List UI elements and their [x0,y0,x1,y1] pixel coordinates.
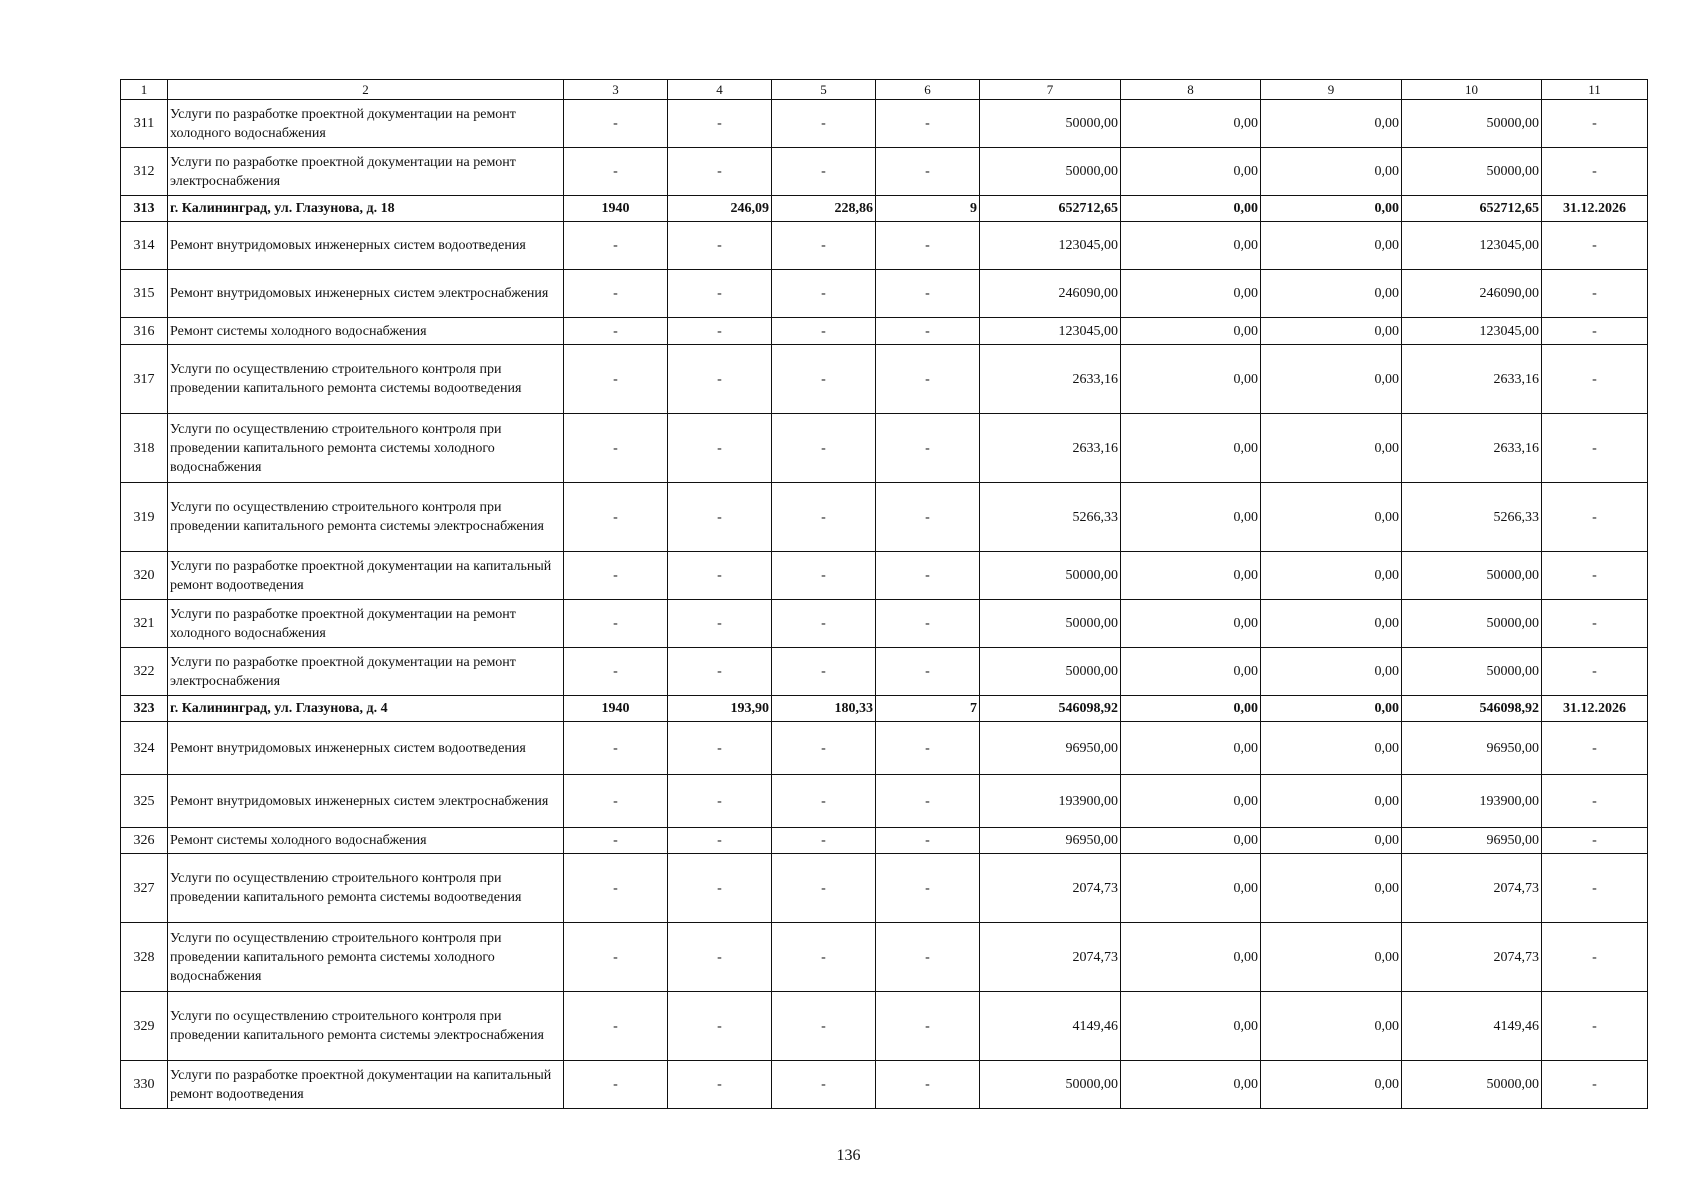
cell-col9: 0,00 [1261,345,1402,414]
table-row [121,854,1648,923]
work-name: Услуги по осуществлению строительного контроля при проведении капитального ремонта системы электроснабжения [168,992,564,1061]
cell-total-cost: 50000,00 [980,100,1121,148]
cell-living-area: - [772,648,876,696]
row-number: 312 [121,148,168,196]
cell-residents: - [876,270,980,318]
cell-col8: 0,00 [1121,722,1261,775]
cell-year: - [564,483,668,552]
work-name: Услуги по осуществлению строительного контроля при проведении капитального ремонта системы электроснабжения [168,483,564,552]
cell-total-area: 193,90 [668,696,772,722]
cell-total-cost: 652712,65 [980,196,1121,222]
cell-col9: 0,00 [1261,270,1402,318]
cell-deadline: - [1542,828,1648,854]
cell-living-area: - [772,100,876,148]
cell-residents: 9 [876,196,980,222]
cell-total-cost: 50000,00 [980,552,1121,600]
cell-living-area: - [772,1061,876,1109]
cell-year: - [564,828,668,854]
cell-col8: 0,00 [1121,992,1261,1061]
cell-year: - [564,414,668,483]
cell-total-cost: 246090,00 [980,270,1121,318]
cell-total-area: - [668,923,772,992]
cell-col8: 0,00 [1121,1061,1261,1109]
header-cell: 1 [121,80,168,100]
cell-col10: 246090,00 [1402,270,1542,318]
cell-residents: - [876,318,980,345]
cell-year: 1940 [564,196,668,222]
cell-living-area: - [772,828,876,854]
cell-col10: 2074,73 [1402,854,1542,923]
cell-col8: 0,00 [1121,483,1261,552]
row-number: 316 [121,318,168,345]
work-name: Ремонт внутридомовых инженерных систем водоотведения [168,222,564,270]
work-name: Услуги по разработке проектной документации на ремонт электроснабжения [168,148,564,196]
cell-year: - [564,923,668,992]
cell-residents: - [876,600,980,648]
cell-living-area: - [772,148,876,196]
cell-col9: 0,00 [1261,222,1402,270]
house-address: г. Калининград, ул. Глазунова, д. 4 [168,696,564,722]
cell-col10: 50000,00 [1402,148,1542,196]
cell-residents: - [876,923,980,992]
row-number: 311 [121,100,168,148]
work-name: Услуги по осуществлению строительного контроля при проведении капитального ремонта системы водоотведения [168,854,564,923]
cell-year: - [564,345,668,414]
table-row [121,552,1648,600]
cell-col9: 0,00 [1261,1061,1402,1109]
cell-total-area: 246,09 [668,196,772,222]
cell-col8: 0,00 [1121,414,1261,483]
row-number: 313 [121,196,168,222]
cell-total-area: - [668,222,772,270]
cell-deadline: - [1542,345,1648,414]
cell-col8: 0,00 [1121,552,1261,600]
cell-col10: 96950,00 [1402,722,1542,775]
cell-col10: 2074,73 [1402,923,1542,992]
cell-year: - [564,100,668,148]
cell-total-cost: 50000,00 [980,1061,1121,1109]
cell-year: - [564,270,668,318]
page-number: 136 [836,1147,861,1164]
cell-total-cost: 4149,46 [980,992,1121,1061]
table-row [121,345,1648,414]
table-row [121,222,1648,270]
works-table [120,79,1648,1109]
row-number: 318 [121,414,168,483]
address-row [121,696,1648,722]
cell-year: - [564,722,668,775]
header-cell: 4 [668,80,772,100]
header-cell: 10 [1402,80,1542,100]
cell-col10: 123045,00 [1402,222,1542,270]
cell-total-cost: 96950,00 [980,828,1121,854]
cell-year: - [564,552,668,600]
cell-total-cost: 5266,33 [980,483,1121,552]
cell-col9: 0,00 [1261,722,1402,775]
cell-deadline: - [1542,270,1648,318]
row-number: 322 [121,648,168,696]
cell-total-area: - [668,854,772,923]
cell-residents: - [876,148,980,196]
cell-deadline: 31.12.2026 [1542,696,1648,722]
table-row [121,828,1648,854]
cell-col9: 0,00 [1261,600,1402,648]
cell-total-cost: 123045,00 [980,318,1121,345]
cell-total-area: - [668,483,772,552]
work-name: Услуги по разработке проектной документации на капитальный ремонт водоотведения [168,1061,564,1109]
cell-col9: 0,00 [1261,552,1402,600]
cell-residents: - [876,414,980,483]
row-number: 324 [121,722,168,775]
cell-living-area: - [772,414,876,483]
cell-col10: 50000,00 [1402,100,1542,148]
cell-col9: 0,00 [1261,992,1402,1061]
cell-residents: 7 [876,696,980,722]
cell-deadline: - [1542,318,1648,345]
cell-total-cost: 2633,16 [980,345,1121,414]
work-name: Ремонт внутридомовых инженерных систем водоотведения [168,722,564,775]
cell-year: - [564,648,668,696]
row-number: 315 [121,270,168,318]
table-row [121,148,1648,196]
cell-total-cost: 96950,00 [980,722,1121,775]
cell-total-cost: 2074,73 [980,923,1121,992]
cell-deadline: - [1542,992,1648,1061]
cell-living-area: 180,33 [772,696,876,722]
cell-total-area: - [668,722,772,775]
row-number: 320 [121,552,168,600]
cell-residents: - [876,828,980,854]
cell-living-area: 228,86 [772,196,876,222]
cell-residents: - [876,222,980,270]
cell-total-area: - [668,270,772,318]
cell-col8: 0,00 [1121,648,1261,696]
cell-deadline: - [1542,648,1648,696]
cell-total-area: - [668,1061,772,1109]
cell-year: - [564,148,668,196]
table-row [121,992,1648,1061]
cell-total-area: - [668,775,772,828]
cell-col8: 0,00 [1121,148,1261,196]
cell-col10: 546098,92 [1402,696,1542,722]
work-name: Ремонт внутридомовых инженерных систем электроснабжения [168,775,564,828]
cell-total-cost: 50000,00 [980,600,1121,648]
header-cell: 9 [1261,80,1402,100]
cell-col10: 50000,00 [1402,1061,1542,1109]
row-number: 323 [121,696,168,722]
work-name: Услуги по разработке проектной документации на ремонт холодного водоснабжения [168,100,564,148]
cell-living-area: - [772,992,876,1061]
cell-total-area: - [668,600,772,648]
work-name: Услуги по осуществлению строительного контроля при проведении капитального ремонта системы водоотведения [168,345,564,414]
cell-residents: - [876,722,980,775]
row-number: 326 [121,828,168,854]
cell-year: - [564,600,668,648]
table-row [121,483,1648,552]
cell-col10: 50000,00 [1402,648,1542,696]
cell-deadline: - [1542,1061,1648,1109]
cell-total-area: - [668,414,772,483]
cell-total-cost: 50000,00 [980,648,1121,696]
cell-residents: - [876,483,980,552]
cell-deadline: - [1542,775,1648,828]
cell-residents: - [876,100,980,148]
work-name: Услуги по осуществлению строительного контроля при проведении капитального ремонта системы холодного водоснабжения [168,414,564,483]
cell-col9: 0,00 [1261,854,1402,923]
work-name: Ремонт системы холодного водоснабжения [168,318,564,345]
row-number: 328 [121,923,168,992]
cell-total-area: - [668,318,772,345]
cell-col9: 0,00 [1261,696,1402,722]
work-name: Услуги по разработке проектной документации на ремонт холодного водоснабжения [168,600,564,648]
cell-col8: 0,00 [1121,100,1261,148]
header-cell: 7 [980,80,1121,100]
table-row [121,270,1648,318]
row-number: 321 [121,600,168,648]
work-name: Услуги по осуществлению строительного контроля при проведении капитального ремонта системы холодного водоснабжения [168,923,564,992]
cell-col10: 4149,46 [1402,992,1542,1061]
cell-deadline: - [1542,483,1648,552]
cell-total-cost: 2074,73 [980,854,1121,923]
cell-col10: 50000,00 [1402,552,1542,600]
cell-year: - [564,222,668,270]
cell-year: - [564,854,668,923]
cell-col8: 0,00 [1121,222,1261,270]
header-cell: 5 [772,80,876,100]
cell-total-area: - [668,648,772,696]
cell-year: - [564,775,668,828]
cell-year: - [564,318,668,345]
cell-living-area: - [772,552,876,600]
cell-living-area: - [772,854,876,923]
cell-deadline: - [1542,600,1648,648]
header-cell: 2 [168,80,564,100]
cell-col9: 0,00 [1261,318,1402,345]
cell-col10: 2633,16 [1402,345,1542,414]
cell-col9: 0,00 [1261,100,1402,148]
cell-living-area: - [772,600,876,648]
cell-year: - [564,992,668,1061]
header-cell: 3 [564,80,668,100]
cell-residents: - [876,648,980,696]
cell-col9: 0,00 [1261,148,1402,196]
row-number: 327 [121,854,168,923]
cell-deadline: - [1542,414,1648,483]
cell-residents: - [876,992,980,1061]
cell-residents: - [876,1061,980,1109]
cell-deadline: - [1542,100,1648,148]
cell-col8: 0,00 [1121,196,1261,222]
cell-col8: 0,00 [1121,696,1261,722]
table-row [121,775,1648,828]
row-number: 329 [121,992,168,1061]
cell-col8: 0,00 [1121,775,1261,828]
cell-deadline: - [1542,923,1648,992]
cell-col10: 193900,00 [1402,775,1542,828]
cell-living-area: - [772,483,876,552]
cell-total-area: - [668,828,772,854]
cell-col10: 652712,65 [1402,196,1542,222]
table-row [121,100,1648,148]
cell-total-cost: 2633,16 [980,414,1121,483]
cell-living-area: - [772,318,876,345]
cell-col10: 123045,00 [1402,318,1542,345]
table-row [121,648,1648,696]
cell-col9: 0,00 [1261,828,1402,854]
cell-living-area: - [772,775,876,828]
cell-col10: 5266,33 [1402,483,1542,552]
cell-living-area: - [772,222,876,270]
header-cell: 8 [1121,80,1261,100]
cell-col8: 0,00 [1121,923,1261,992]
table-row [121,722,1648,775]
cell-total-cost: 193900,00 [980,775,1121,828]
cell-residents: - [876,345,980,414]
cell-col8: 0,00 [1121,318,1261,345]
cell-col8: 0,00 [1121,600,1261,648]
cell-deadline: - [1542,552,1648,600]
row-number: 319 [121,483,168,552]
cell-total-area: - [668,992,772,1061]
cell-residents: - [876,854,980,923]
column-number-row [121,80,1648,100]
table-row [121,318,1648,345]
cell-col10: 96950,00 [1402,828,1542,854]
cell-residents: - [876,775,980,828]
row-number: 317 [121,345,168,414]
cell-total-area: - [668,552,772,600]
cell-total-cost: 123045,00 [980,222,1121,270]
cell-year: - [564,1061,668,1109]
table-row [121,414,1648,483]
cell-col9: 0,00 [1261,923,1402,992]
row-number: 325 [121,775,168,828]
table-row [121,600,1648,648]
cell-col9: 0,00 [1261,775,1402,828]
cell-col8: 0,00 [1121,854,1261,923]
cell-deadline: - [1542,722,1648,775]
cell-deadline: - [1542,148,1648,196]
row-number: 314 [121,222,168,270]
cell-living-area: - [772,722,876,775]
cell-living-area: - [772,270,876,318]
cell-col10: 50000,00 [1402,600,1542,648]
cell-total-area: - [668,148,772,196]
cell-col9: 0,00 [1261,483,1402,552]
cell-deadline: - [1542,854,1648,923]
cell-living-area: - [772,923,876,992]
cell-deadline: - [1542,222,1648,270]
work-name: Ремонт системы холодного водоснабжения [168,828,564,854]
cell-total-cost: 50000,00 [980,148,1121,196]
cell-living-area: - [772,345,876,414]
header-cell: 6 [876,80,980,100]
table-row [121,1061,1648,1109]
cell-col10: 2633,16 [1402,414,1542,483]
cell-col8: 0,00 [1121,828,1261,854]
work-name: Ремонт внутридомовых инженерных систем электроснабжения [168,270,564,318]
cell-col9: 0,00 [1261,414,1402,483]
cell-col9: 0,00 [1261,196,1402,222]
address-row [121,196,1648,222]
work-name: Услуги по разработке проектной документации на ремонт электроснабжения [168,648,564,696]
cell-total-area: - [668,345,772,414]
cell-deadline: 31.12.2026 [1542,196,1648,222]
house-address: г. Калининград, ул. Глазунова, д. 18 [168,196,564,222]
row-number: 330 [121,1061,168,1109]
header-cell: 11 [1542,80,1648,100]
cell-year: 1940 [564,696,668,722]
work-name: Услуги по разработке проектной документации на капитальный ремонт водоотведения [168,552,564,600]
cell-residents: - [876,552,980,600]
cell-col8: 0,00 [1121,270,1261,318]
table-row [121,923,1648,992]
cell-total-cost: 546098,92 [980,696,1121,722]
cell-col9: 0,00 [1261,648,1402,696]
cell-col8: 0,00 [1121,345,1261,414]
cell-total-area: - [668,100,772,148]
